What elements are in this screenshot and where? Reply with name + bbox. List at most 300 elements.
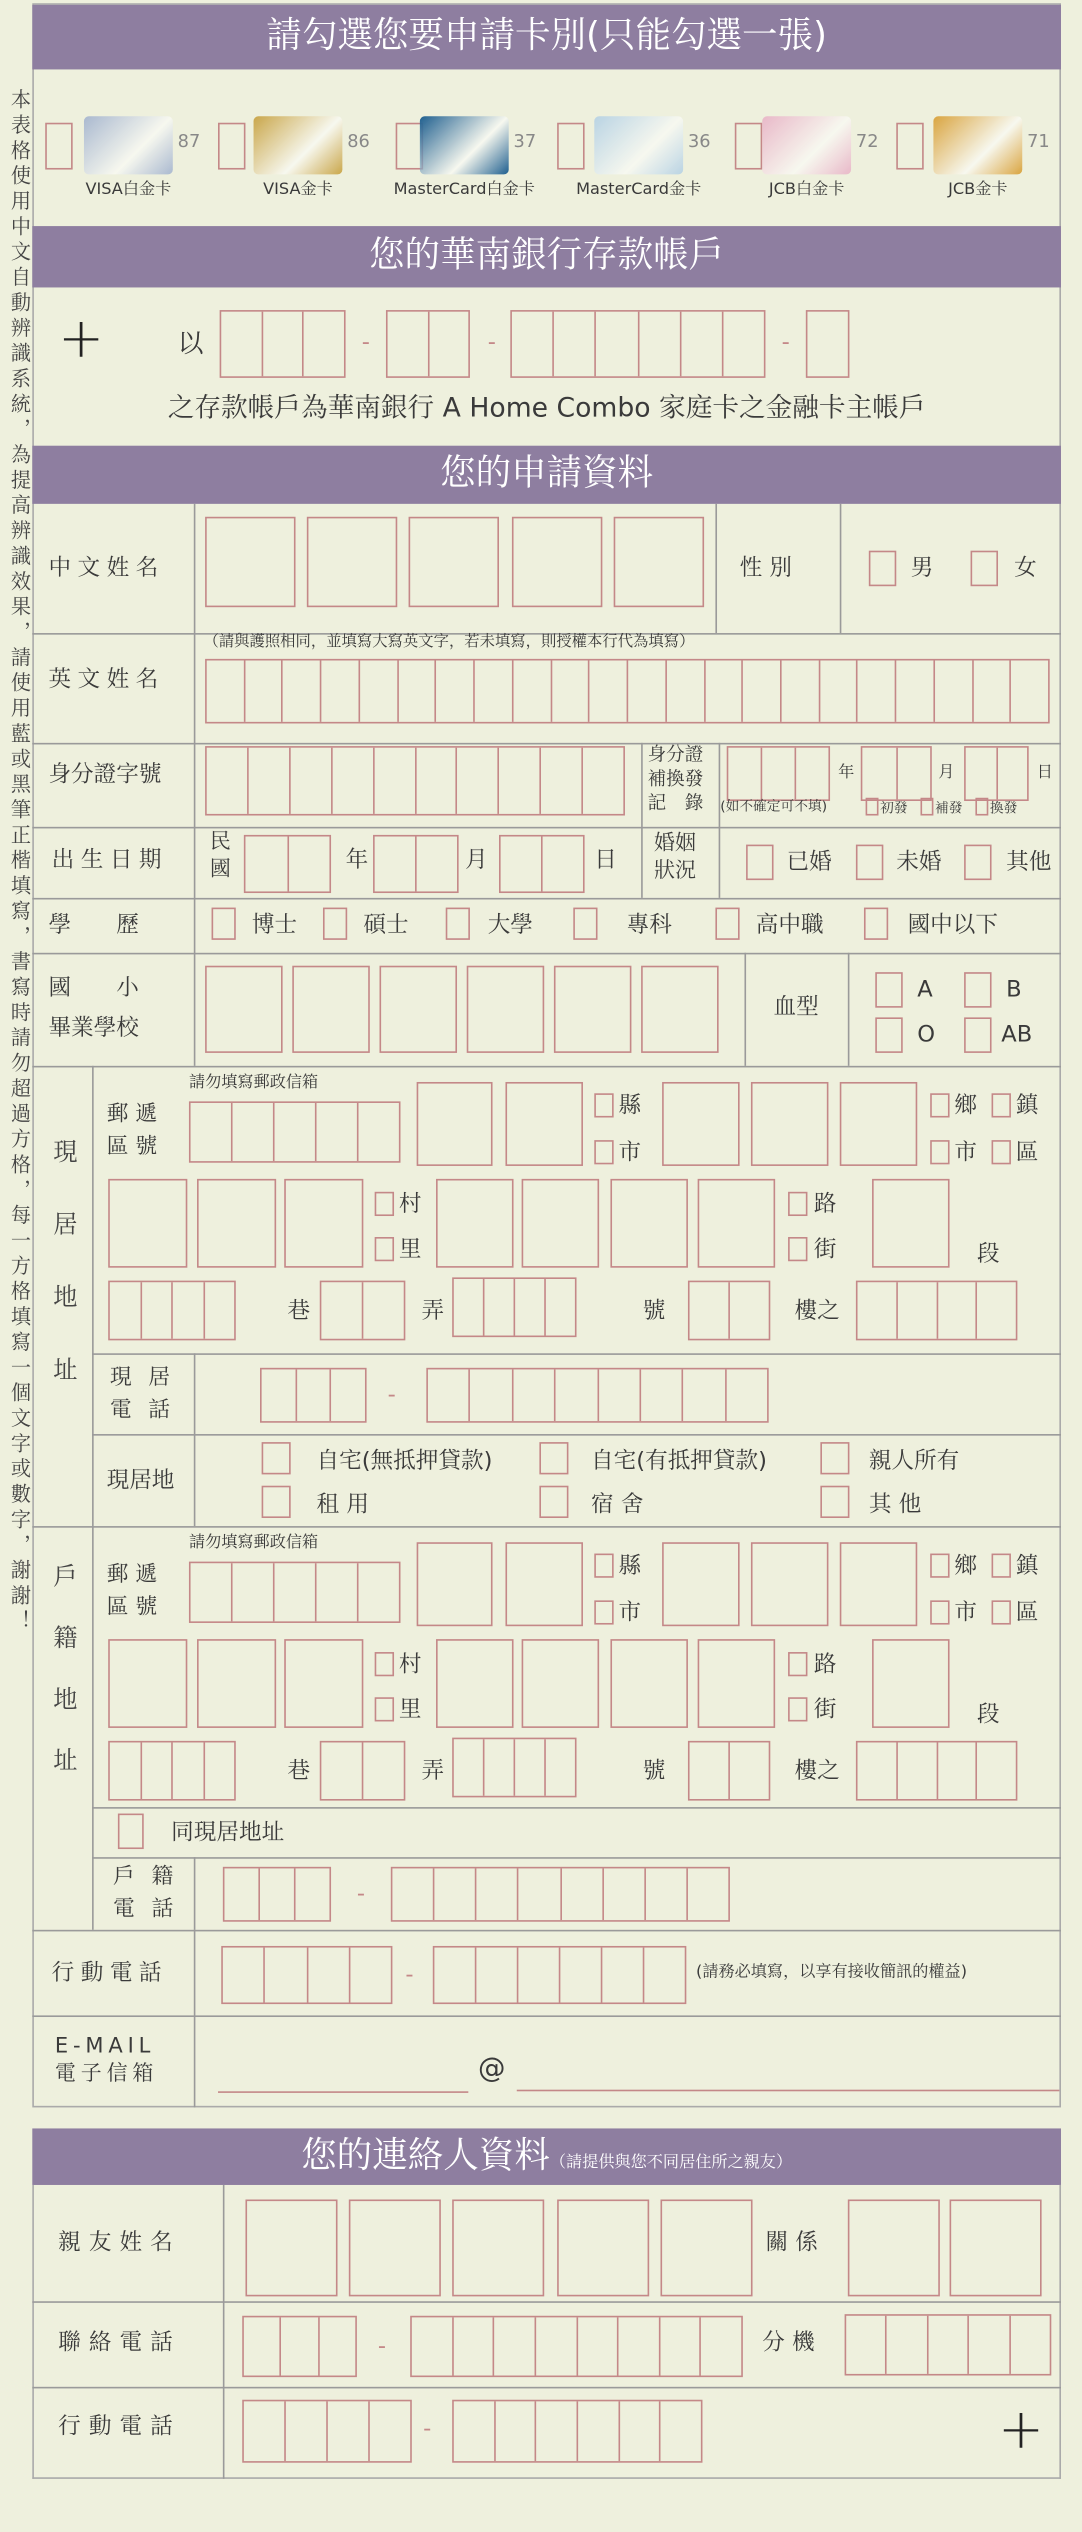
input-cell[interactable] bbox=[667, 660, 705, 721]
input-cell[interactable] bbox=[484, 1279, 515, 1336]
road-box[interactable] bbox=[610, 1639, 688, 1728]
village-checkbox[interactable] bbox=[375, 1652, 394, 1676]
input-cell[interactable] bbox=[412, 2317, 453, 2375]
input-cell[interactable] bbox=[244, 2317, 282, 2375]
label-line: 國 小 bbox=[48, 975, 139, 1002]
section-box[interactable] bbox=[872, 1639, 950, 1728]
gender-female-checkbox[interactable] bbox=[971, 551, 998, 587]
road-box[interactable] bbox=[610, 1179, 688, 1268]
district-checkbox[interactable] bbox=[992, 1600, 1011, 1624]
input-cell[interactable] bbox=[286, 2401, 328, 2461]
input-cell[interactable] bbox=[321, 1742, 363, 1799]
replacement-checkbox[interactable] bbox=[975, 798, 988, 816]
card-checkbox[interactable] bbox=[557, 123, 584, 170]
input-cell[interactable] bbox=[646, 1868, 688, 1920]
input-cell[interactable] bbox=[429, 312, 469, 377]
input-cell[interactable] bbox=[515, 1279, 546, 1336]
input-cell[interactable] bbox=[328, 2401, 370, 2461]
village-box[interactable] bbox=[197, 1179, 276, 1268]
input-cell[interactable] bbox=[275, 1103, 317, 1161]
input-cell[interactable] bbox=[969, 2316, 1010, 2374]
input-cell[interactable] bbox=[543, 837, 583, 892]
input-cell[interactable] bbox=[110, 1742, 141, 1799]
email-domain-input[interactable] bbox=[517, 2090, 1060, 2092]
contact-mobile-number-field[interactable] bbox=[452, 2400, 702, 2463]
input-cell[interactable] bbox=[1010, 2316, 1049, 2374]
township-box[interactable] bbox=[751, 1082, 829, 1166]
input-cell[interactable] bbox=[244, 2401, 286, 2461]
residence-phone-area-field[interactable] bbox=[260, 1368, 367, 1423]
town-checkbox[interactable] bbox=[992, 1093, 1011, 1117]
township-box[interactable] bbox=[662, 1542, 740, 1626]
blood-b-checkbox[interactable] bbox=[964, 972, 991, 1008]
id-number-label: 身分證字號 bbox=[48, 762, 162, 789]
input-cell[interactable] bbox=[820, 660, 858, 721]
input-cell[interactable] bbox=[897, 1282, 937, 1339]
contact-name-box[interactable] bbox=[557, 2199, 649, 2296]
input-cell[interactable] bbox=[245, 837, 288, 892]
input-cell[interactable] bbox=[590, 660, 628, 721]
card-checkbox[interactable] bbox=[896, 123, 923, 170]
input-cell[interactable] bbox=[782, 660, 820, 721]
input-cell[interactable] bbox=[453, 2317, 494, 2375]
input-cell[interactable] bbox=[322, 660, 360, 721]
input-cell[interactable] bbox=[977, 1742, 1015, 1799]
input-cell[interactable] bbox=[475, 660, 513, 721]
input-cell[interactable] bbox=[641, 1369, 684, 1421]
alley-field[interactable] bbox=[320, 1281, 406, 1341]
education-checkbox[interactable] bbox=[573, 908, 597, 940]
card-checkbox[interactable] bbox=[735, 123, 762, 170]
input-cell[interactable] bbox=[375, 837, 417, 892]
input-cell[interactable] bbox=[887, 2316, 928, 2374]
education-checkbox[interactable] bbox=[323, 908, 347, 940]
input-cell[interactable] bbox=[512, 312, 554, 377]
input-cell[interactable] bbox=[546, 1739, 575, 1796]
school-name-box[interactable] bbox=[467, 966, 545, 1053]
divider bbox=[32, 1526, 1061, 1528]
relation-box[interactable] bbox=[950, 2199, 1042, 2296]
input-cell[interactable] bbox=[477, 1868, 519, 1920]
input-cell[interactable] bbox=[639, 312, 681, 377]
input-cell[interactable] bbox=[513, 660, 551, 721]
extension-field[interactable] bbox=[845, 2314, 1052, 2375]
input-cell[interactable] bbox=[660, 2317, 701, 2375]
residence-phone-number-field[interactable] bbox=[426, 1368, 768, 1423]
school-name-box[interactable] bbox=[292, 966, 370, 1053]
city-checkbox[interactable] bbox=[594, 1600, 613, 1624]
road-box[interactable] bbox=[522, 1179, 600, 1268]
input-cell[interactable] bbox=[796, 748, 828, 800]
township-checkbox[interactable] bbox=[930, 1554, 949, 1578]
input-cell[interactable] bbox=[743, 660, 781, 721]
input-cell[interactable] bbox=[596, 312, 638, 377]
input-cell[interactable] bbox=[546, 1279, 575, 1336]
residence-status-checkbox[interactable] bbox=[820, 1442, 849, 1474]
card-label: JCB白金卡 bbox=[768, 180, 845, 199]
input-cell[interactable] bbox=[435, 1868, 477, 1920]
input-cell[interactable] bbox=[583, 748, 623, 814]
input-cell[interactable] bbox=[578, 2401, 619, 2461]
input-cell[interactable] bbox=[360, 660, 398, 721]
input-cell[interactable] bbox=[726, 1369, 767, 1421]
floor-of-field[interactable] bbox=[856, 1281, 1017, 1341]
input-cell[interactable] bbox=[398, 660, 436, 721]
input-cell[interactable] bbox=[518, 1948, 560, 2003]
input-cell[interactable] bbox=[602, 1948, 644, 2003]
road-box[interactable] bbox=[436, 1639, 514, 1728]
county-box[interactable] bbox=[417, 1542, 493, 1626]
road-checkbox[interactable] bbox=[788, 1652, 807, 1676]
marital-other-checkbox[interactable] bbox=[964, 845, 991, 881]
account-branch-code-field[interactable] bbox=[220, 310, 346, 378]
contact-name-box[interactable] bbox=[452, 2199, 544, 2296]
school-name-box[interactable] bbox=[205, 966, 283, 1053]
input-cell[interactable] bbox=[416, 748, 458, 814]
reissue-checkbox[interactable] bbox=[920, 798, 933, 816]
same-as-residence-checkbox[interactable] bbox=[118, 1814, 144, 1850]
input-cell[interactable] bbox=[290, 748, 332, 814]
input-cell[interactable] bbox=[263, 312, 304, 377]
county-label: 縣 bbox=[618, 1553, 642, 1580]
input-cell[interactable] bbox=[317, 1563, 359, 1621]
county-checkbox[interactable] bbox=[594, 1554, 613, 1578]
input-cell[interactable] bbox=[207, 748, 249, 814]
neighborhood-checkbox[interactable] bbox=[375, 1697, 394, 1721]
city-checkbox[interactable] bbox=[930, 1600, 949, 1624]
chinese-name-box[interactable] bbox=[512, 517, 602, 607]
section-box[interactable] bbox=[872, 1179, 950, 1268]
id-reissue-day-field[interactable] bbox=[964, 746, 1029, 801]
input-cell[interactable] bbox=[370, 2401, 410, 2461]
district-checkbox[interactable] bbox=[992, 1140, 1011, 1164]
input-cell[interactable] bbox=[690, 1742, 730, 1799]
input-cell[interactable] bbox=[428, 1369, 471, 1421]
input-cell[interactable] bbox=[110, 1282, 141, 1339]
input-cell[interactable] bbox=[223, 1948, 265, 2003]
input-cell[interactable] bbox=[897, 660, 935, 721]
input-cell[interactable] bbox=[577, 2317, 618, 2375]
road-box[interactable] bbox=[436, 1179, 514, 1268]
input-cell[interactable] bbox=[191, 1103, 233, 1161]
input-cell[interactable] bbox=[359, 1103, 399, 1161]
input-cell[interactable] bbox=[221, 312, 262, 377]
input-cell[interactable] bbox=[701, 2317, 741, 2375]
input-cell[interactable] bbox=[173, 1742, 204, 1799]
input-cell[interactable] bbox=[620, 2401, 661, 2461]
township-checkbox[interactable] bbox=[930, 1093, 949, 1117]
input-cell[interactable] bbox=[484, 1739, 515, 1796]
village-box[interactable] bbox=[284, 1639, 363, 1728]
input-cell[interactable] bbox=[705, 660, 743, 721]
township-box[interactable] bbox=[840, 1542, 918, 1626]
input-cell[interactable] bbox=[260, 1868, 296, 1920]
county-checkbox[interactable] bbox=[594, 1093, 613, 1117]
district-label: 區 bbox=[1015, 1600, 1039, 1627]
residence-status-checkbox[interactable] bbox=[539, 1486, 568, 1518]
input-cell[interactable] bbox=[730, 1742, 769, 1799]
floor-field[interactable] bbox=[688, 1281, 770, 1341]
blood-o-checkbox[interactable] bbox=[875, 1017, 902, 1053]
village-box[interactable] bbox=[197, 1639, 276, 1728]
account-type-field[interactable] bbox=[386, 310, 470, 378]
divider bbox=[194, 1353, 196, 1526]
label-line: 狀況 bbox=[654, 858, 697, 884]
village-box[interactable] bbox=[108, 1639, 187, 1728]
school-name-box[interactable] bbox=[641, 966, 719, 1053]
input-cell[interactable] bbox=[317, 1103, 359, 1161]
road-checkbox[interactable] bbox=[788, 1192, 807, 1216]
input-cell[interactable] bbox=[363, 1742, 403, 1799]
number-field[interactable] bbox=[452, 1738, 576, 1798]
input-cell[interactable] bbox=[249, 748, 291, 814]
input-cell[interactable] bbox=[141, 1282, 172, 1339]
school-name-box[interactable] bbox=[380, 966, 458, 1053]
input-cell[interactable] bbox=[858, 660, 896, 721]
contact-phone-number-field[interactable] bbox=[410, 2316, 743, 2377]
education-checkbox[interactable] bbox=[446, 908, 470, 940]
number-field[interactable] bbox=[452, 1277, 576, 1337]
input-cell[interactable] bbox=[690, 1282, 730, 1339]
input-cell[interactable] bbox=[684, 1369, 727, 1421]
input-cell[interactable] bbox=[265, 1948, 307, 2003]
township-box[interactable] bbox=[662, 1082, 740, 1166]
input-cell[interactable] bbox=[681, 312, 723, 377]
mobile-number-field[interactable] bbox=[433, 1946, 687, 2004]
input-cell[interactable] bbox=[598, 1369, 641, 1421]
postal-code-field[interactable] bbox=[189, 1101, 401, 1162]
floor-field[interactable] bbox=[688, 1741, 770, 1801]
chinese-name-box[interactable] bbox=[614, 517, 704, 607]
input-cell[interactable] bbox=[536, 2317, 577, 2375]
id-reissue-month-field[interactable] bbox=[861, 746, 932, 801]
contact-name-box[interactable] bbox=[245, 2199, 337, 2296]
input-cell[interactable] bbox=[207, 660, 245, 721]
input-cell[interactable] bbox=[245, 660, 283, 721]
county-box[interactable] bbox=[505, 1082, 583, 1166]
input-cell[interactable] bbox=[552, 660, 590, 721]
input-cell[interactable] bbox=[204, 1282, 234, 1339]
single-checkbox[interactable] bbox=[856, 845, 883, 881]
email-username-input[interactable] bbox=[218, 2091, 468, 2093]
married-checkbox[interactable] bbox=[746, 845, 773, 881]
contact-name-box[interactable] bbox=[660, 2199, 752, 2296]
township-box[interactable] bbox=[751, 1542, 829, 1626]
road-box[interactable] bbox=[522, 1639, 600, 1728]
contact-phone-area-field[interactable] bbox=[242, 2316, 357, 2377]
input-cell[interactable] bbox=[173, 1282, 204, 1339]
input-cell[interactable] bbox=[296, 1868, 330, 1920]
input-cell[interactable] bbox=[233, 1103, 275, 1161]
education-checkbox[interactable] bbox=[715, 908, 739, 940]
input-cell[interactable] bbox=[363, 1282, 403, 1339]
input-cell[interactable] bbox=[283, 660, 321, 721]
mobile-prefix-field[interactable] bbox=[221, 1946, 392, 2004]
input-cell[interactable] bbox=[619, 2317, 660, 2375]
chinese-name-box[interactable] bbox=[205, 517, 295, 607]
blood-ab-checkbox[interactable] bbox=[964, 1017, 991, 1053]
residence-status-checkbox[interactable] bbox=[820, 1486, 849, 1518]
village-box[interactable] bbox=[284, 1179, 363, 1268]
county-box[interactable] bbox=[505, 1542, 583, 1626]
birth-day-field[interactable] bbox=[499, 835, 585, 893]
input-cell[interactable] bbox=[454, 1279, 485, 1336]
household-phone-area-field[interactable] bbox=[223, 1867, 331, 1922]
input-cell[interactable] bbox=[897, 748, 930, 800]
input-cell[interactable] bbox=[437, 660, 475, 721]
city-checkbox[interactable] bbox=[930, 1140, 949, 1164]
card-checkbox[interactable] bbox=[218, 123, 245, 170]
input-cell[interactable] bbox=[332, 748, 374, 814]
road-box[interactable] bbox=[698, 1179, 776, 1268]
input-cell[interactable] bbox=[224, 1868, 260, 1920]
neighborhood-checkbox[interactable] bbox=[375, 1237, 394, 1261]
contact-name-box[interactable] bbox=[349, 2199, 441, 2296]
residence-status-checkbox[interactable] bbox=[539, 1442, 568, 1474]
input-cell[interactable] bbox=[1012, 660, 1049, 721]
account-number-field[interactable] bbox=[510, 310, 765, 378]
input-cell[interactable] bbox=[513, 1369, 556, 1421]
education-checkbox[interactable] bbox=[212, 908, 236, 940]
input-cell[interactable] bbox=[454, 1739, 485, 1796]
input-cell[interactable] bbox=[897, 1742, 937, 1799]
input-cell[interactable] bbox=[434, 1948, 476, 2003]
household-phone-number-field[interactable] bbox=[391, 1867, 730, 1922]
input-cell[interactable] bbox=[191, 1563, 233, 1621]
input-cell[interactable] bbox=[858, 1742, 898, 1799]
postal-code-label bbox=[107, 1558, 158, 1623]
input-cell[interactable] bbox=[275, 1563, 317, 1621]
input-cell[interactable] bbox=[233, 1563, 275, 1621]
initial-issue-checkbox[interactable] bbox=[866, 798, 879, 816]
input-cell[interactable] bbox=[554, 312, 596, 377]
input-cell[interactable] bbox=[928, 2316, 969, 2374]
education-checkbox[interactable] bbox=[864, 908, 888, 940]
input-cell[interactable] bbox=[560, 1948, 602, 2003]
input-cell[interactable] bbox=[937, 1742, 977, 1799]
input-cell[interactable] bbox=[858, 1282, 898, 1339]
input-cell[interactable] bbox=[308, 1948, 350, 2003]
input-cell[interactable] bbox=[297, 1369, 332, 1421]
village-checkbox[interactable] bbox=[375, 1192, 394, 1216]
input-cell[interactable] bbox=[392, 1868, 434, 1920]
input-cell[interactable] bbox=[304, 312, 344, 377]
street-checkbox[interactable] bbox=[788, 1697, 807, 1721]
input-cell[interactable] bbox=[556, 1369, 599, 1421]
input-cell[interactable] bbox=[319, 2317, 355, 2375]
birth-month-field[interactable] bbox=[373, 835, 459, 893]
id-number-field[interactable] bbox=[205, 746, 625, 815]
input-cell[interactable] bbox=[458, 748, 500, 814]
road-box[interactable] bbox=[698, 1639, 776, 1728]
input-cell[interactable] bbox=[937, 1282, 977, 1339]
id-reissue-year-field[interactable] bbox=[727, 746, 830, 801]
input-cell[interactable] bbox=[282, 2317, 320, 2375]
input-cell[interactable] bbox=[603, 1868, 645, 1920]
input-cell[interactable] bbox=[495, 2317, 536, 2375]
contact-mobile-prefix-field[interactable] bbox=[242, 2400, 412, 2463]
reissue-label: 補發 bbox=[935, 800, 963, 818]
input-cell[interactable] bbox=[515, 1739, 546, 1796]
input-cell[interactable] bbox=[321, 1282, 363, 1339]
birth-year-field[interactable] bbox=[244, 835, 331, 893]
input-cell[interactable] bbox=[417, 837, 457, 892]
input-cell[interactable] bbox=[501, 837, 543, 892]
input-cell[interactable] bbox=[537, 2401, 578, 2461]
gender-male-checkbox[interactable] bbox=[869, 551, 896, 587]
alley-field[interactable] bbox=[320, 1741, 406, 1801]
chinese-name-box[interactable] bbox=[409, 517, 499, 607]
input-cell[interactable] bbox=[454, 2401, 495, 2461]
input-cell[interactable] bbox=[728, 748, 762, 800]
input-cell[interactable] bbox=[846, 2316, 887, 2374]
chinese-name-box[interactable] bbox=[307, 517, 397, 607]
relation-box[interactable] bbox=[848, 2199, 940, 2296]
input-cell[interactable] bbox=[762, 748, 796, 800]
input-cell[interactable] bbox=[204, 1742, 234, 1799]
input-cell[interactable] bbox=[661, 2401, 701, 2461]
floor-of-field[interactable] bbox=[856, 1741, 1017, 1801]
input-cell[interactable] bbox=[262, 1369, 297, 1421]
input-cell[interactable] bbox=[997, 748, 1027, 800]
city-checkbox[interactable] bbox=[594, 1140, 613, 1164]
blood-type-label: 血型 bbox=[773, 994, 819, 1021]
input-cell[interactable] bbox=[359, 1563, 399, 1621]
input-cell[interactable] bbox=[288, 837, 329, 892]
input-cell[interactable] bbox=[519, 1868, 561, 1920]
input-cell[interactable] bbox=[561, 1868, 603, 1920]
account-check-digit-field[interactable] bbox=[806, 310, 850, 378]
card-checkbox[interactable] bbox=[45, 123, 72, 170]
township-box[interactable] bbox=[840, 1082, 918, 1166]
input-cell[interactable] bbox=[807, 312, 847, 377]
input-cell[interactable] bbox=[476, 1948, 518, 2003]
input-cell[interactable] bbox=[141, 1742, 172, 1799]
input-cell[interactable] bbox=[374, 748, 416, 814]
input-cell[interactable] bbox=[388, 312, 429, 377]
input-cell[interactable] bbox=[973, 660, 1011, 721]
input-cell[interactable] bbox=[966, 748, 997, 800]
residence-status-option: 租 用 bbox=[316, 1492, 369, 1519]
lane-field[interactable] bbox=[108, 1741, 236, 1801]
input-cell[interactable] bbox=[541, 748, 583, 814]
lane-field[interactable] bbox=[108, 1281, 236, 1341]
village-box[interactable] bbox=[108, 1179, 187, 1268]
input-cell[interactable] bbox=[730, 1282, 769, 1339]
input-cell[interactable] bbox=[688, 1868, 729, 1920]
input-cell[interactable] bbox=[471, 1369, 514, 1421]
input-cell[interactable] bbox=[500, 748, 542, 814]
residence-status-checkbox[interactable] bbox=[262, 1486, 291, 1518]
postal-code-field[interactable] bbox=[189, 1562, 401, 1623]
input-cell[interactable] bbox=[332, 1369, 365, 1421]
residence-status-checkbox[interactable] bbox=[262, 1442, 291, 1474]
street-checkbox[interactable] bbox=[788, 1237, 807, 1261]
english-name-field[interactable] bbox=[205, 659, 1050, 724]
county-box[interactable] bbox=[417, 1082, 493, 1166]
town-checkbox[interactable] bbox=[992, 1554, 1011, 1578]
input-cell[interactable] bbox=[350, 1948, 391, 2003]
input-cell[interactable] bbox=[935, 660, 973, 721]
input-cell[interactable] bbox=[862, 748, 897, 800]
input-cell[interactable] bbox=[628, 660, 666, 721]
blood-a-checkbox[interactable] bbox=[875, 972, 902, 1008]
input-cell[interactable] bbox=[495, 2401, 536, 2461]
school-name-box[interactable] bbox=[554, 966, 632, 1053]
input-cell[interactable] bbox=[723, 312, 764, 377]
input-cell[interactable] bbox=[644, 1948, 684, 2003]
input-cell[interactable] bbox=[977, 1282, 1015, 1339]
